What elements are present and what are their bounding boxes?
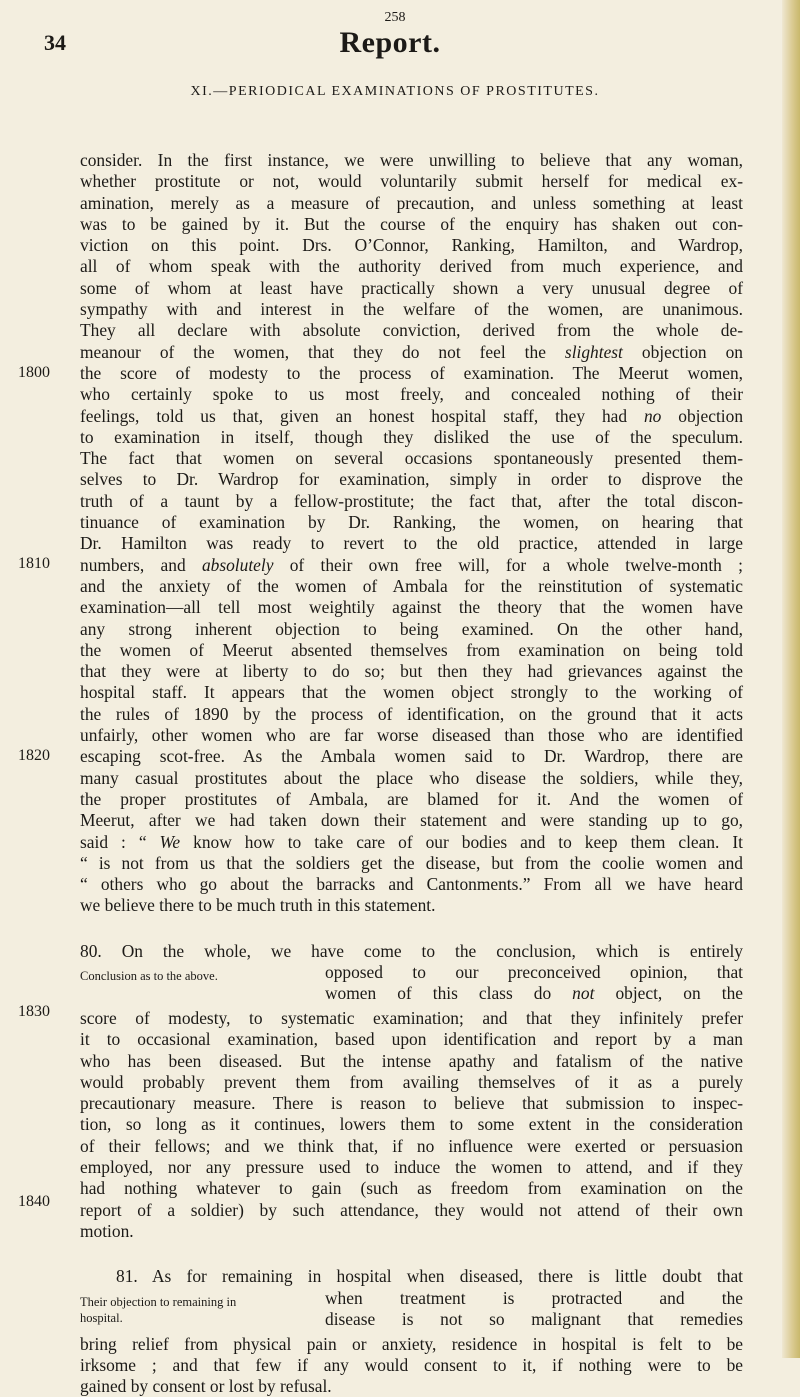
text-line: “ is not from us that the soldiers get the disease, but from the coolie women and xyxy=(80,852,743,873)
text-line: The fact that women on several occasions spontaneously presented them- xyxy=(80,448,743,469)
text-line: truth of a taunt by a fellow-prostitute; the fact that, after the total discon- xyxy=(80,490,743,511)
page-number: 258 xyxy=(384,10,406,25)
text-line: and the anxiety of the women of Ambala for the reinstitution of systematic xyxy=(80,575,743,596)
text-line: tinuance of examination by Dr. Ranking, the women, on hearing that xyxy=(80,512,743,533)
text-line: escaping scot-free. As the Ambala women said to Dr. Wardrop, there are xyxy=(80,746,743,767)
text-line: the proper prostitutes of Ambala, are blamed for it. And the women of xyxy=(80,788,743,809)
text-line: tion, so long as it continues, lowers them to some extent in the consideration xyxy=(80,1114,743,1135)
text-line: numbers, and absolutely of their own free will, for a whole twelve-month ; xyxy=(80,554,743,575)
text-line: Dr. Hamilton was ready to revert to the old practice, attended in large xyxy=(80,533,743,554)
sidenote-objection xyxy=(80,1288,325,1334)
text-line: that they were at liberty to do so; but then they had grievances against the xyxy=(80,661,743,682)
text-line: motion. xyxy=(80,1220,134,1241)
text-line: meanour of the women, that they do not feel the slightest objection on xyxy=(80,341,743,362)
text-line: the score of modesty to the process of examination. The Meerut women, xyxy=(80,362,743,383)
text-line: precautionary measure. There is reason to believe that submission to inspec- xyxy=(80,1093,743,1114)
margin-line-number: 1810 xyxy=(18,555,50,572)
sidenote-line: Their objection to remaining in xyxy=(80,1294,237,1309)
text-line: irksome ; and that few if any would consent to it, if nothing were to be xyxy=(80,1354,743,1375)
text-line: all of whom speak with the authority derived from much experience, and xyxy=(80,256,743,277)
text-line: “ others who go about the barracks and Cantonments.” From all we have heard xyxy=(80,874,743,895)
text-line: examination—all tell most weightily against the theory that the women have xyxy=(80,597,743,618)
text-line: gained by consent or lost by refusal. xyxy=(80,1376,332,1397)
italic-word: slightest xyxy=(564,341,623,362)
margin-line-number: 1800 xyxy=(18,364,50,381)
text-line: score of modesty, to systematic examination; and that they infinitely prefer xyxy=(80,1007,743,1028)
text-line: 80. On the whole, we have come to the conclusion, which is entirely xyxy=(80,940,743,961)
text-line: disease is not so malignant that remedies xyxy=(325,1308,743,1329)
text-line: unfairly, other women who are far worse diseased than those who are identified xyxy=(80,725,743,746)
text-line: who has been diseased. But the intense apathy and fatalism of the native xyxy=(80,1050,743,1071)
text-line: amination, merely as a measure of precaution, and unless something at least xyxy=(80,192,743,213)
italic-word: no xyxy=(643,405,662,426)
text-line: the rules of 1890 by the process of identification, on the ground that it acts xyxy=(80,703,743,724)
text-line: any strong inherent objection to being examined. On the other hand, xyxy=(80,618,743,639)
paragraph-consider xyxy=(80,150,743,917)
italic-word: absolutely xyxy=(201,554,274,575)
page-header xyxy=(40,26,740,66)
text-line: it to occasional examination, based upon identification and report by a man xyxy=(80,1029,743,1050)
text-line: whether prostitute or not, would voluntarily submit herself for medical ex- xyxy=(80,171,743,192)
sidenote-conclusion: Conclusion as to the above. xyxy=(80,968,218,983)
italic-word: We xyxy=(159,831,181,852)
sidenote-line: hospital. xyxy=(80,1310,123,1325)
paragraph-80 xyxy=(80,941,743,1243)
text-line: the women of Meerut absented themselves from examination on being told xyxy=(80,639,743,660)
section-heading: XI.—PERIODICAL EXAMINATIONS OF PROSTITUTES. xyxy=(190,84,600,99)
margin-line-number: 1820 xyxy=(18,747,50,764)
margin-line-number: 1830 xyxy=(18,1003,50,1020)
text-line: we believe there to be much truth in this statement. xyxy=(80,895,436,916)
text-line: to examination in itself, though they disliked the use of the speculum. xyxy=(80,426,743,447)
text-line: consider. In the first instance, we were unwilling to believe that any woman, xyxy=(80,150,743,170)
text-line: report of a soldier) by such attendance, they would not attend of their own xyxy=(80,1199,743,1220)
text-line: Meerut, after we had taken down their statement and were standing up to go, xyxy=(80,810,743,831)
text-line: was to be gained by it. But the course of the enquiry has shaken out con- xyxy=(80,213,743,234)
text-line: sympathy with and interest in the welfare of the women, are unanimous. xyxy=(80,299,743,320)
text-line: bring relief from physical pain or anxiety, residence in hospital is felt to be xyxy=(80,1333,743,1354)
text-line: would probably prevent them from availing themselves of it as a purely xyxy=(80,1071,743,1092)
text-line: of their fellows; and we think that, if no influence were exerted or persuasion xyxy=(80,1135,743,1156)
italic-word: not xyxy=(572,983,595,1004)
text-line: when treatment is protracted and the xyxy=(325,1287,743,1308)
text-line: feelings, told us that, given an honest hospital staff, they had no objection xyxy=(80,405,744,426)
text-line: had nothing whatever to gain (such as freedom from examination on the xyxy=(80,1178,743,1199)
text-line: women of this class do not object, on the xyxy=(325,983,743,1004)
text-line: selves to Dr. Wardrop for examination, simply in order to disprove the xyxy=(80,469,743,490)
paragraph-81 xyxy=(80,1266,743,1397)
margin-line-number: 1840 xyxy=(18,1193,50,1210)
text-line: said : “ We know how to take care of our bodies and to keep them clean. It xyxy=(80,831,744,852)
text-line: opposed to our preconceived opinion, that xyxy=(325,961,743,982)
text-line: They all declare with absolute conviction, derived from the whole de- xyxy=(80,320,743,341)
report-title: Report. xyxy=(339,26,441,59)
text-line: some of whom at least have practically shown a very unusual degree of xyxy=(80,277,743,298)
body-text xyxy=(80,150,743,1397)
text-line: viction on this point. Drs. O’Connor, Ranking, Hamilton, and Wardrop, xyxy=(80,235,743,256)
text-line: many casual prostitutes about the place who disease the soldiers, while they, xyxy=(80,767,743,788)
section-number: 34 xyxy=(44,30,66,55)
text-line: 81. As for remaining in hospital when diseased, there is little doubt that xyxy=(116,1266,743,1287)
text-line: hospital staff. It appears that the women object strongly to the working of xyxy=(80,682,743,703)
text-line: who certainly spoke to us most freely, and concealed nothing of their xyxy=(80,384,743,405)
text-line: employed, nor any pressure used to induce the women to attend, and if they xyxy=(80,1157,743,1178)
page-edge-shadow xyxy=(782,0,800,1358)
